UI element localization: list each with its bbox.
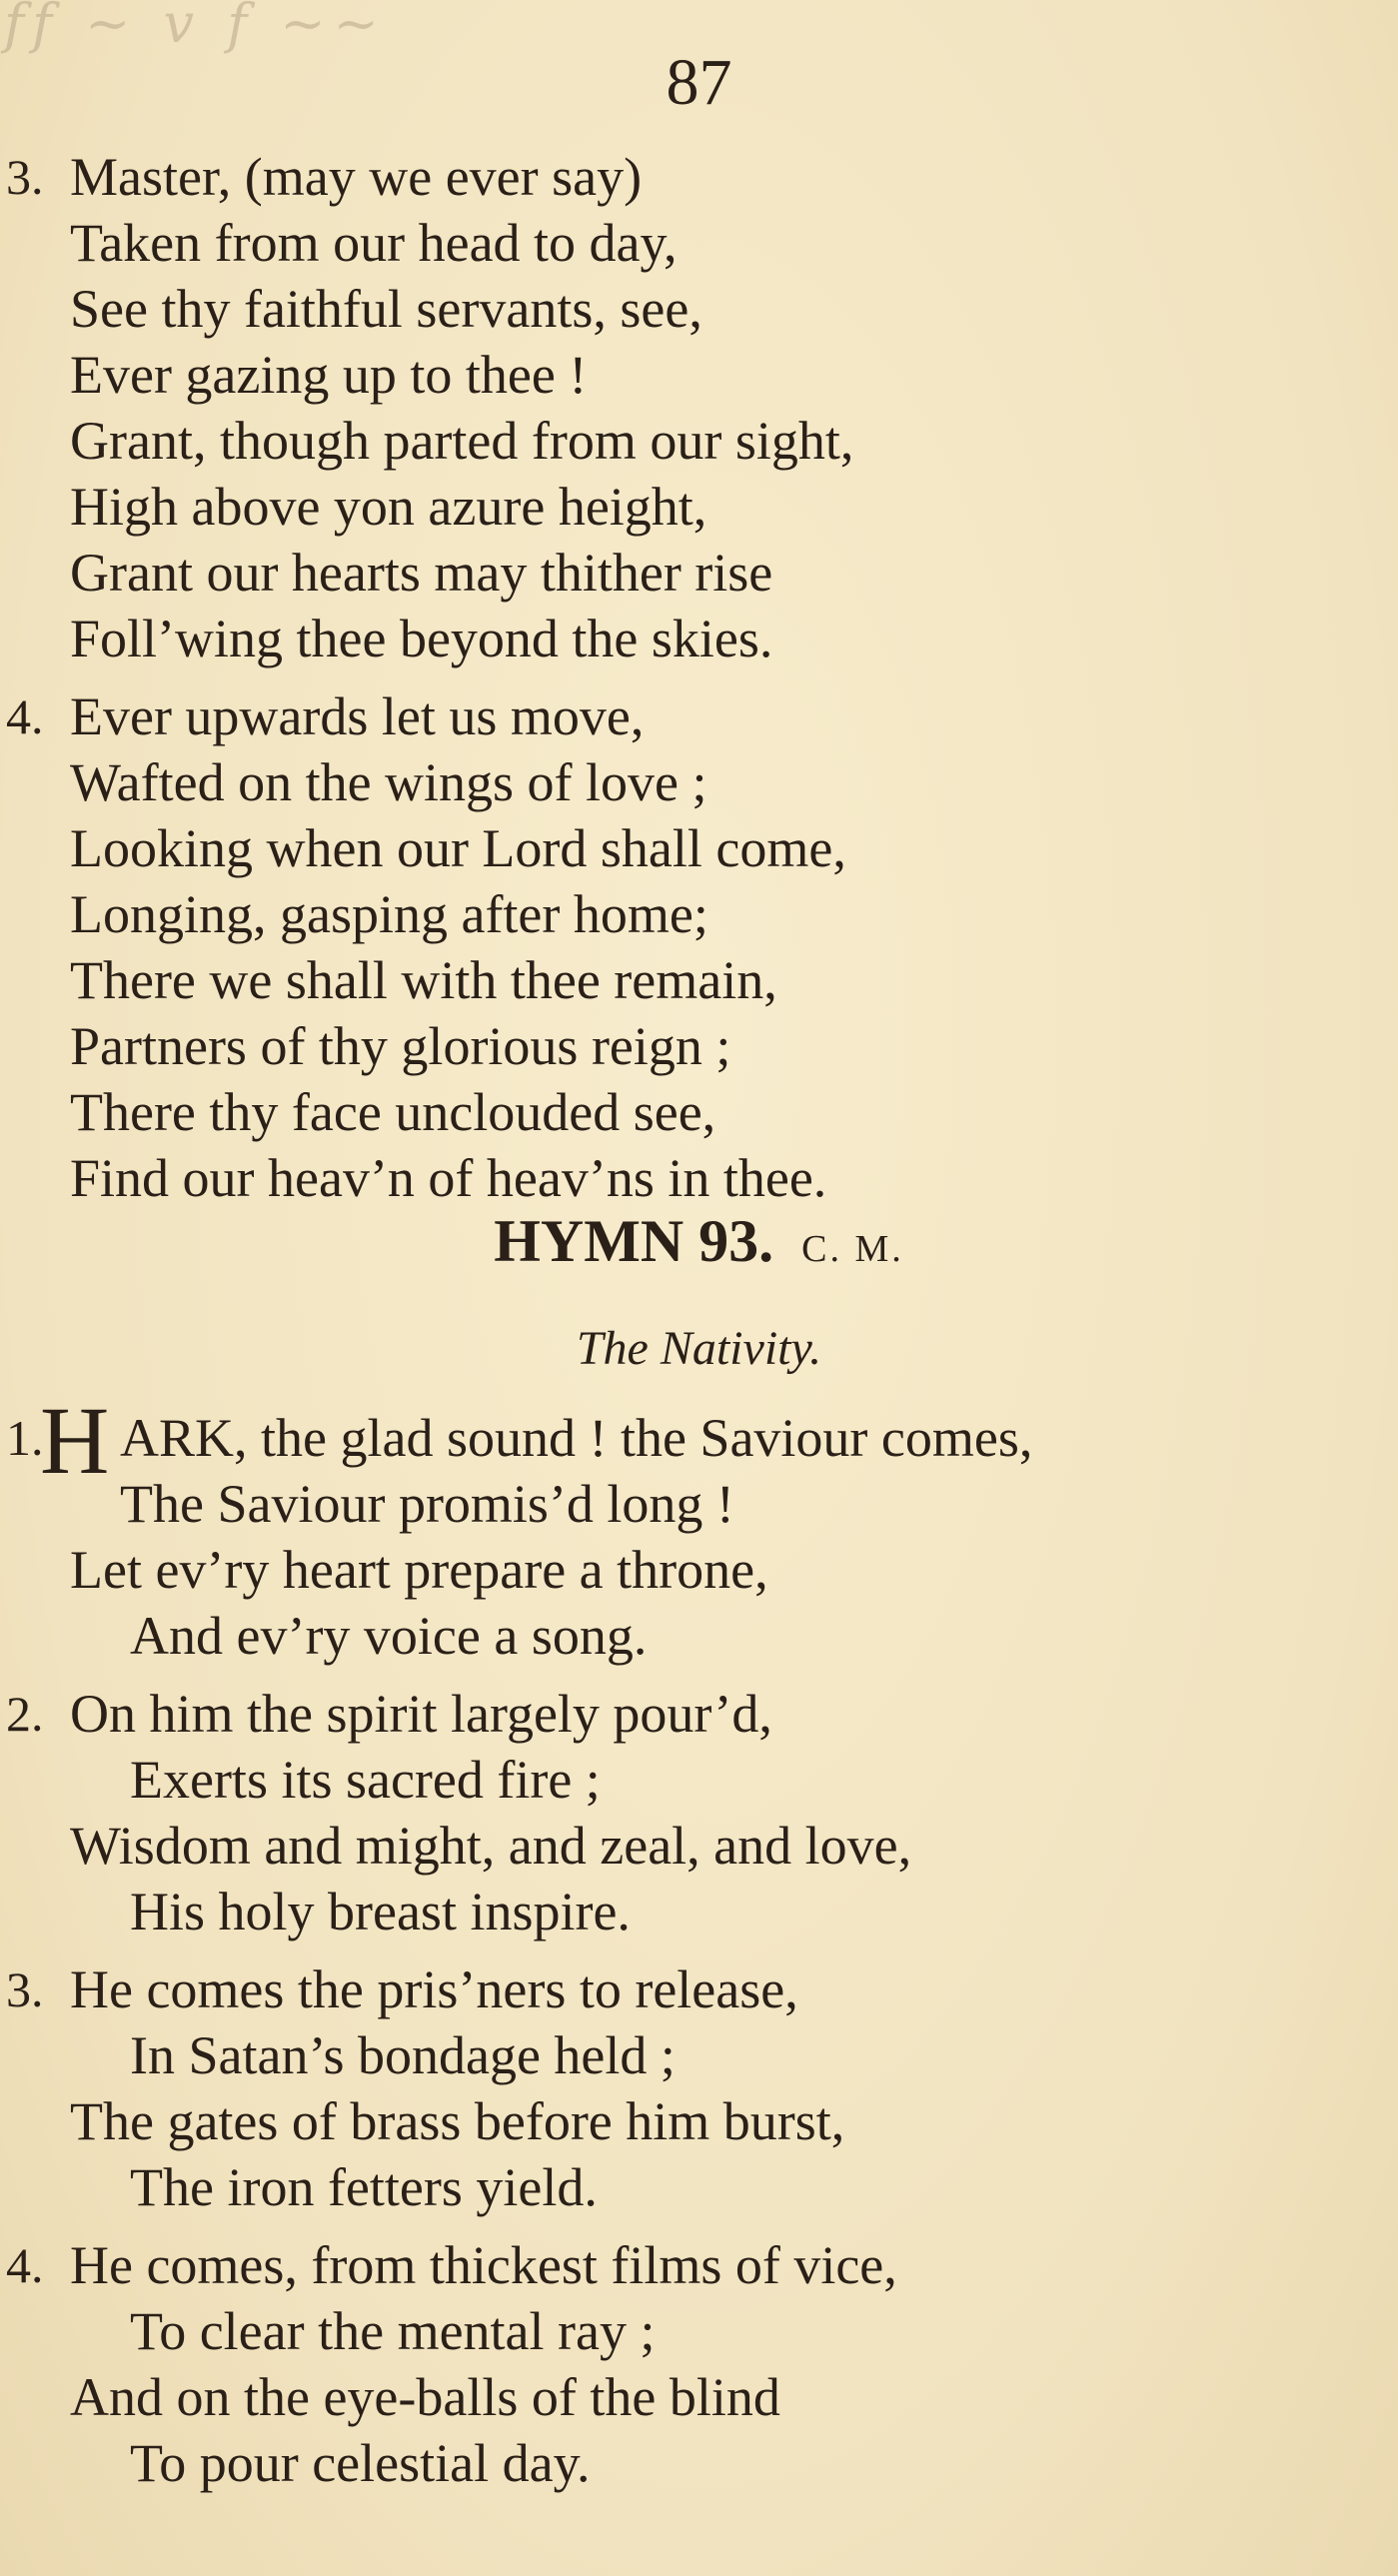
verse-line: He comes, from thickest films of vice, xyxy=(70,2235,897,2295)
verse-line: Exerts its sacred fire ; xyxy=(130,1750,601,1810)
hymn-title: HYMN 93. xyxy=(494,1208,774,1274)
verse-line: ARK, the glad sound ! the Saviour comes, xyxy=(120,1408,1033,1468)
verse-line: Grant our hearts may thither rise xyxy=(70,543,773,603)
page-number: 87 xyxy=(666,46,732,119)
verse-line: Master, (may we ever say) xyxy=(70,147,643,207)
verse-line: Longing, gasping after home; xyxy=(70,884,708,944)
verse-line: Partners of thy glorious reign ; xyxy=(70,1016,731,1076)
hymn-meter: C. M. xyxy=(801,1228,904,1270)
stanza-number: 4. xyxy=(6,2237,44,2293)
hymn-subtitle: The Nativity. xyxy=(576,1322,822,1375)
verse-line: High above yon azure height, xyxy=(70,477,707,537)
verse-line: And ev’ry voice a song. xyxy=(130,1606,648,1666)
verse-line: The iron fetters yield. xyxy=(130,2157,598,2217)
stanza-number: 3. xyxy=(6,149,44,205)
verse-line: Wisdom and might, and zeal, and love, xyxy=(70,1816,912,1876)
verse-line: Ever gazing up to thee ! xyxy=(70,345,588,405)
verse-line: To clear the mental ray ; xyxy=(130,2301,656,2361)
verse-line: Wafted on the wings of love ; xyxy=(70,752,707,812)
verse-line: See thy faithful servants, see, xyxy=(70,279,702,339)
handwritten-ink-mark: ff ~ v f ~~ xyxy=(4,0,387,55)
verse-line: Taken from our head to day, xyxy=(70,213,678,273)
stanza-number: 1. xyxy=(6,1410,44,1466)
verse-line: Grant, though parted from our sight, xyxy=(70,411,854,471)
stanza-number: 4. xyxy=(6,688,44,744)
verse-line: In Satan’s bondage held ; xyxy=(130,2025,676,2085)
verse-line: There thy face unclouded see, xyxy=(70,1082,716,1142)
verse-line: Ever upwards let us move, xyxy=(70,686,645,746)
verse-line: On him the spirit largely pour’d, xyxy=(70,1684,772,1744)
stanza-number: 2. xyxy=(6,1686,44,1742)
drop-cap: H xyxy=(40,1387,110,1494)
verse-line: There we shall with thee remain, xyxy=(70,950,777,1010)
verse-line: The Saviour promis’d long ! xyxy=(120,1474,734,1534)
verse-line: His holy breast inspire. xyxy=(130,1882,631,1941)
verse-line: He comes the pris’ners to release, xyxy=(70,1959,798,2019)
stanza-number: 3. xyxy=(6,1961,44,2017)
verse-line: And on the eye-balls of the blind xyxy=(70,2367,780,2427)
verse-line: Looking when our Lord shall come, xyxy=(70,818,846,878)
verse-line: To pour celestial day. xyxy=(130,2433,591,2493)
verse-line: Let ev’ry heart prepare a throne, xyxy=(70,1540,768,1600)
verse-line: The gates of brass before him burst, xyxy=(70,2091,845,2151)
verse-line: Find our heav’n of heav’ns in thee. xyxy=(70,1148,827,1208)
hymn-heading xyxy=(0,1208,1398,1274)
verse-line: Foll’wing thee beyond the skies. xyxy=(70,609,773,668)
